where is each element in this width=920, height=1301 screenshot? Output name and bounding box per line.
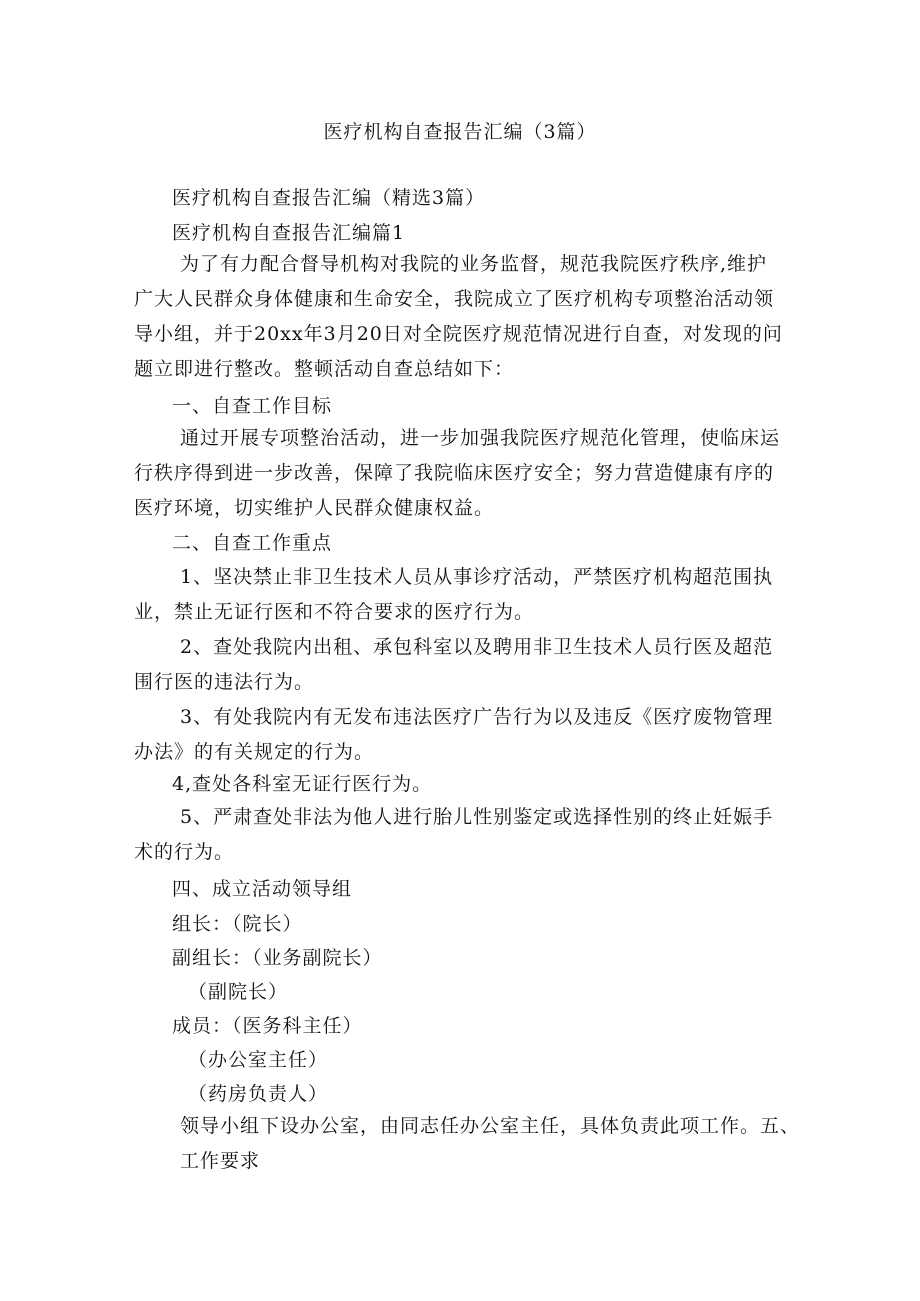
focus-item-1	[134, 560, 794, 630]
document-title: 医疗机构自查报告汇编（3篇）	[323, 121, 597, 143]
goals-line: 通过开展专项整治活动，进一步加强我院医疗规范化管理，使临床运	[180, 427, 781, 449]
focus-item-line: 围行医的违法行为。	[134, 671, 315, 693]
goals-paragraph	[134, 421, 794, 526]
intro-line: 题立即进行整改。整顿活动自查总结如下：	[134, 358, 515, 380]
intro-line: 为了有力配合督导机构对我院的业务监督，规范我院医疗秩序,维护	[180, 253, 768, 275]
office-paragraph	[180, 1109, 880, 1179]
focus-item-line: 2、查处我院内出租、承包科室以及聘用非卫生技术人员行医及超范	[180, 636, 774, 658]
focus-item-5	[134, 800, 794, 870]
group-vice-leader-2: （副院长）	[188, 981, 289, 1003]
focus-item-line: 办法》的有关规定的行为。	[134, 741, 375, 763]
office-line: 领导小组下设办公室，由同志任办公室主任，具体负责此项工作。五、	[180, 1115, 801, 1137]
focus-item-line: 业，禁止无证行医和不符合要求的医疗行为。	[134, 601, 535, 623]
focus-item-line: 5、严肃查处非法为他人进行胎儿性别鉴定或选择性别的终止妊娠手	[180, 806, 774, 828]
focus-item-2	[134, 630, 794, 700]
heading-self-check-focus: 二、自查工作重点	[172, 532, 333, 554]
group-member-2: （办公室主任）	[188, 1049, 329, 1071]
focus-item-3	[134, 700, 794, 770]
group-members: 成员：（医务科主任）	[172, 1015, 363, 1037]
goals-line: 医疗环境，切实维护人民群众健康权益。	[134, 497, 495, 519]
focus-item-line: 术的行为。	[134, 841, 235, 863]
focus-item-4: 4,查处各科室无证行医行为。	[172, 773, 433, 795]
heading-self-check-goals: 一、自查工作目标	[172, 395, 333, 417]
heading-leadership-group: 四、成立活动领导组	[172, 878, 353, 900]
intro-line: 广大人民群众身体健康和生命安全，我院成立了医疗机构专项整治活动领	[134, 288, 775, 310]
group-leader: 组长：（院长）	[172, 913, 303, 935]
focus-item-line: 3、有处我院内有无发布违法医疗广告行为以及违反《医疗废物管理	[180, 706, 774, 728]
group-member-3: （药房负责人）	[188, 1083, 329, 1105]
goals-line: 行秩序得到进一步改善，保障了我院临床医疗安全；努力营造健康有序的	[134, 462, 775, 484]
intro-paragraph	[134, 247, 794, 387]
section-heading: 医疗机构自查报告汇编篇1	[172, 222, 406, 244]
intro-line: 导小组，并于20xx年3月20日对全院医疗规范情况进行自查，对发现的问	[134, 323, 783, 345]
document-subtitle: 医疗机构自查报告汇编（精选3篇）	[172, 187, 486, 209]
focus-item-line: 1、坚决禁止非卫生技术人员从事诊疗活动，严禁医疗机构超范围执	[180, 566, 774, 588]
group-vice-leader: 副组长：（业务副院长）	[172, 947, 383, 969]
office-line: 工作要求	[180, 1150, 261, 1172]
